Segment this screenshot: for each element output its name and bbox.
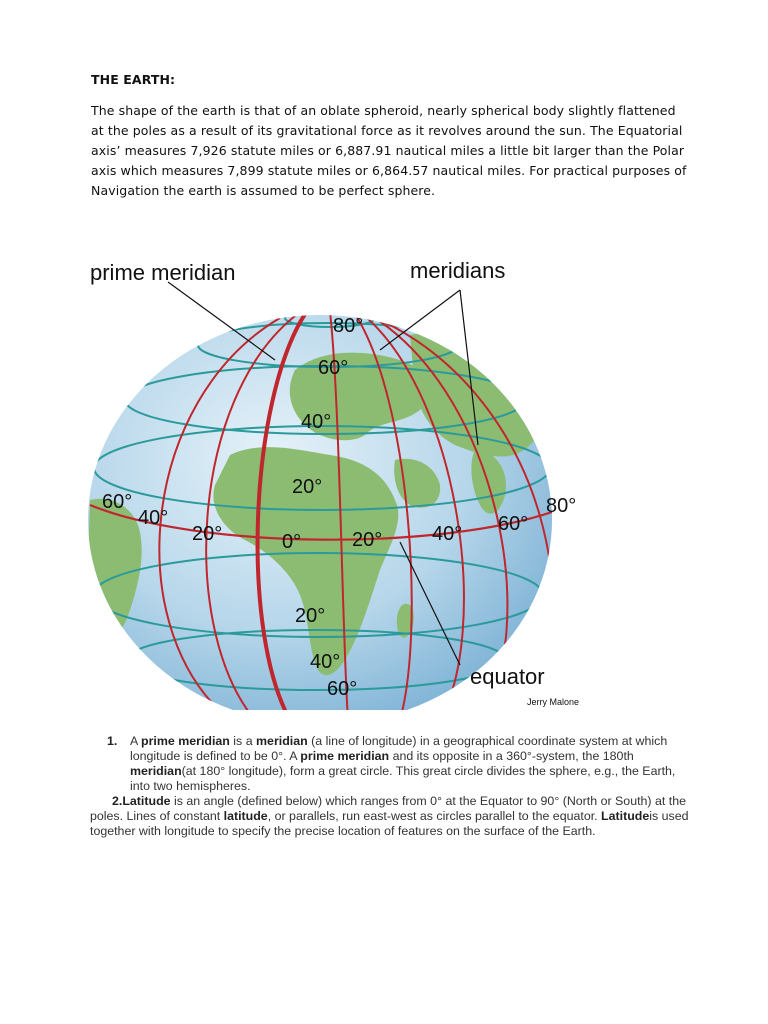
lon-40e: 40° [432,523,463,545]
lon-60e: 60° [498,513,529,535]
text-run: A [130,734,142,748]
bold-term: meridian [130,764,182,778]
list-number: 2. [112,794,123,808]
image-credit: Jerry Malone [527,697,580,707]
lon-60w: 60° [102,491,133,513]
label-prime-meridian: prime meridian [90,260,236,285]
lat-80: 80° [333,315,364,337]
bold-term: Latitude [122,794,171,808]
lon-40w: 40° [138,507,169,529]
definitions-list [90,734,690,839]
list-item [90,794,690,839]
lon-20e: 20° [352,529,383,551]
globe-diagram [80,250,610,710]
text-run: is used together with longitude to specify the precise location of features on the surface of the Earth. [90,809,689,838]
text-run: (at 180° longitude), form a great circle. This great circle divides the sphere, e.g., the Earth, into two hemispheres. [130,764,676,793]
text-run: is an angle (defined below) which ranges from 0° at the Equator to 90° (North or South) at the poles. Lines of constant [90,794,686,823]
lon-80e: 80° [546,495,577,517]
label-meridians: meridians [410,258,506,283]
lat-40s: 40° [310,651,341,673]
lat-20s: 20° [295,605,326,627]
bold-term: prime meridian [300,749,390,763]
bold-term: prime meridian [141,734,230,748]
label-equator: equator [470,664,545,689]
list-number: 1. [107,734,118,748]
lon-20w: 20° [192,523,223,545]
bold-term: latitude [223,809,268,823]
text-run: and its opposite in a 360°-system, the 180th [389,749,634,763]
lat-40: 40° [301,411,332,433]
bold-term: meridian [256,734,308,748]
lat-60: 60° [318,357,349,379]
intro-paragraph: The shape of the earth is that of an oblate spheroid, nearly spherical body slightly flattened at the poles as a result of its gravitational force as it revolves around the sun. The Equatorial axis’ measures 7,926 statute miles or 6,887.91 nautical miles a little bit larger than the Polar axis which measures 7,899 statute miles or 6,864.57 nautical miles. For practical purposes of Navigation the earth is assumed to be perfect sphere. [91,103,687,198]
lat-0: 0° [282,531,302,553]
text-run: (a line of longitude) in a geographical coordinate system at which longitude is defined to be 0°. A [130,734,668,763]
lat-60s: 60° [327,678,358,700]
page-title: THE EARTH: [91,72,176,87]
bold-term: Latitude [601,809,650,823]
lat-20n: 20° [292,476,323,498]
text-run: is a [229,734,257,748]
text-run: , or parallels, run east-west as circles parallel to the equator. [267,809,602,823]
earth-figure [80,250,610,710]
list-item [90,734,690,794]
